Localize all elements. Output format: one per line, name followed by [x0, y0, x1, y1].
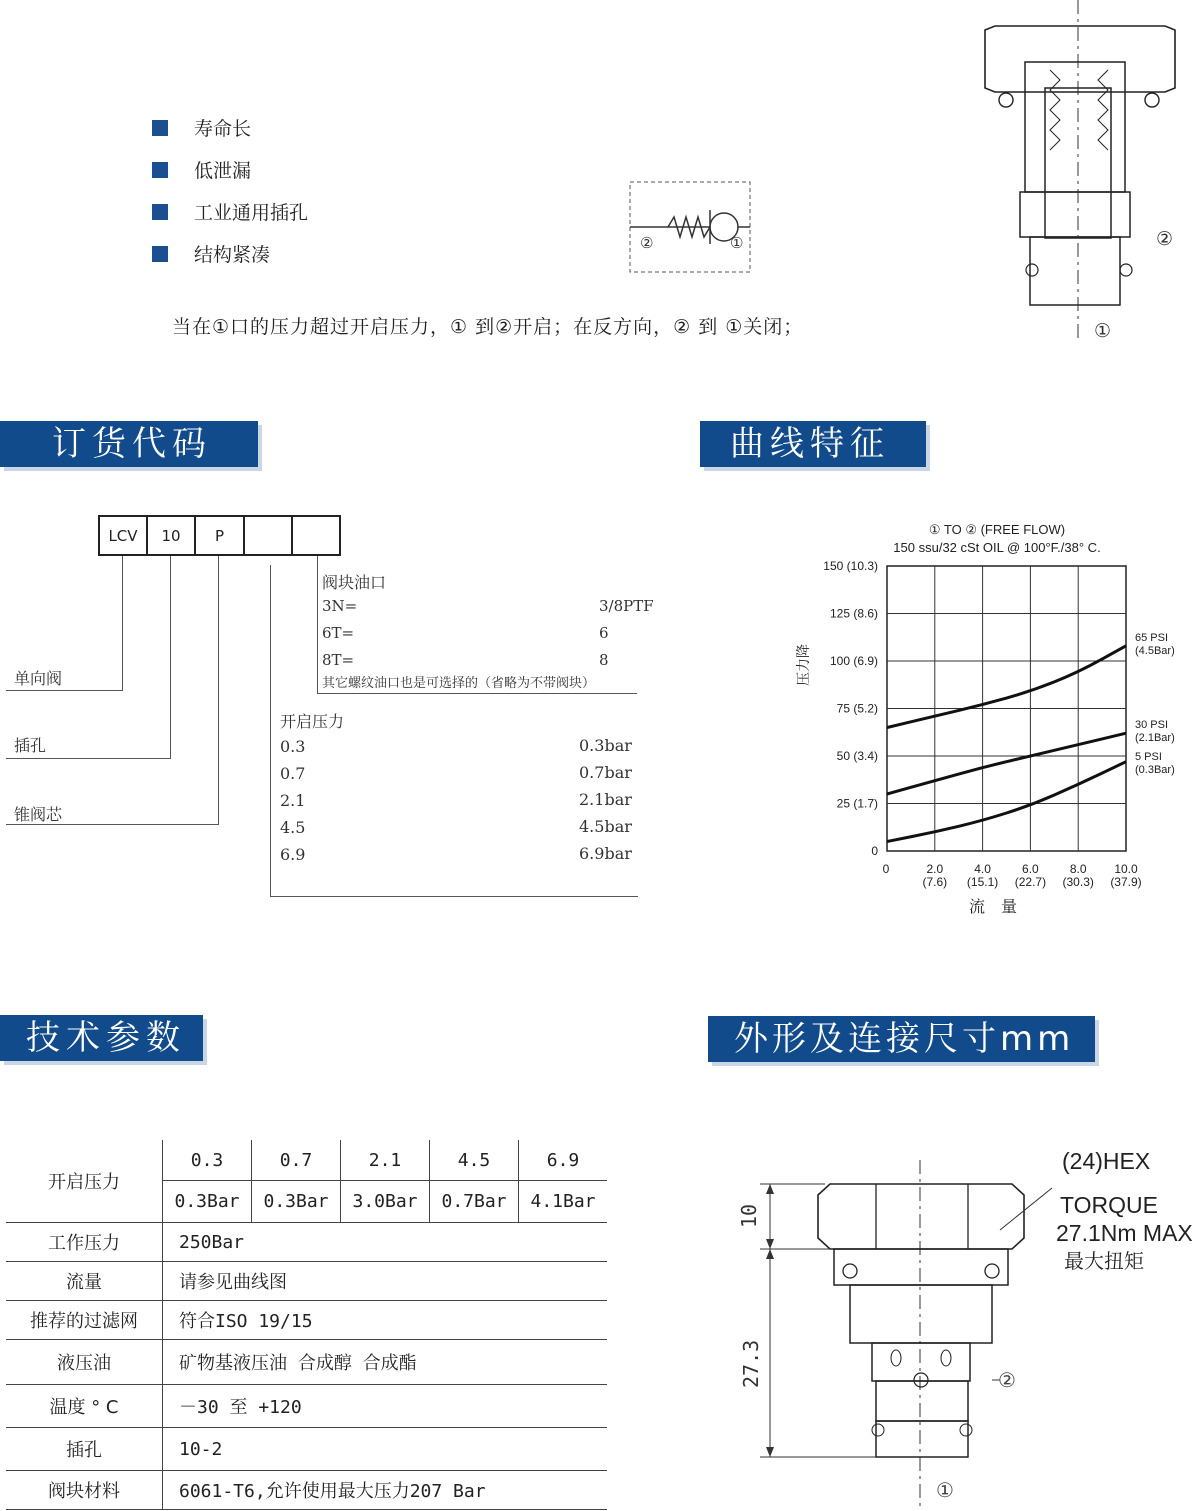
cartridge-section-drawing — [980, 0, 1180, 345]
series-label: 65 PSI — [1135, 632, 1169, 644]
x-tick-label: 0 — [882, 862, 890, 876]
series-label: 5 PSI — [1135, 751, 1162, 763]
chart-subtitle: 150 ssu/32 cSt OIL @ 100°F./38° C. — [893, 540, 1101, 555]
x-tick-sublabel: (37.9) — [1110, 875, 1142, 889]
crack-value: 0.7Bar — [430, 1181, 519, 1223]
spec-value: 符合ISO 19/15 — [163, 1301, 608, 1340]
table-row — [6, 1223, 607, 1262]
hex-label: (24)HEX — [1062, 1148, 1151, 1174]
series-label: 30 PSI — [1135, 719, 1169, 731]
x-tick-label: 2.0 — [926, 862, 944, 876]
leader-line — [218, 556, 219, 825]
spec-crack-label: 开启压力 — [6, 1140, 163, 1223]
bullet-icon — [152, 204, 168, 220]
leader-line — [6, 690, 123, 691]
torque-cn-label: 最大扭矩 — [1064, 1249, 1144, 1273]
crack-setting: 0.7 — [252, 1140, 341, 1181]
pressure-drop-chart — [770, 515, 1190, 925]
port-option-code: 6T= — [322, 624, 355, 642]
crack-setting: 0.3 — [163, 1140, 252, 1181]
code-box-poppet: P — [194, 515, 245, 556]
series-sublabel: (0.3Bar) — [1135, 764, 1175, 776]
series-sublabel: (4.5Bar) — [1135, 645, 1175, 657]
x-tick-label: 10.0 — [1114, 862, 1138, 876]
leader-line — [270, 565, 271, 897]
bullet-icon — [152, 162, 168, 178]
y-axis-label: 压力降 — [796, 644, 812, 686]
table-row — [6, 1385, 607, 1428]
crack-value: 3.0Bar — [341, 1181, 430, 1223]
crack-option-value: 4.5bar — [579, 817, 632, 836]
dim-body-label: 27.3 — [739, 1339, 763, 1388]
y-tick-label: 125 (8.6) — [829, 606, 878, 621]
feature-item: 工业通用插孔 — [152, 198, 308, 225]
type-label: 单向阀 — [14, 669, 63, 688]
x-tick-sublabel: (30.3) — [1062, 875, 1094, 889]
code-box-model: LCV — [98, 515, 148, 556]
crack-option-value: 2.1bar — [579, 790, 632, 809]
spec-label: 流量 — [6, 1262, 163, 1301]
crack-setting: 4.5 — [430, 1140, 519, 1181]
crack-value: 0.3Bar — [252, 1181, 341, 1223]
feature-item: 结构紧凑 — [152, 240, 270, 267]
crack-title: 开启压力 — [280, 712, 345, 731]
leader-line — [317, 693, 637, 694]
y-tick-label: 100 (6.9) — [829, 654, 878, 668]
bullet-icon — [152, 246, 168, 262]
crack-option-value: 0.7bar — [579, 763, 632, 782]
function-description: 当在①口的压力超过开启压力，① 到②开启；在反方向，② 到 ①关闭； — [172, 316, 804, 338]
outline-dimension-drawing — [730, 1140, 1200, 1511]
section-port-2: ② — [1156, 228, 1174, 250]
cavity-label: 插孔 — [14, 736, 47, 755]
crack-option-code: 4.5 — [280, 818, 306, 837]
leader-line — [122, 556, 123, 691]
spec-label: 推荐的过滤网 — [6, 1301, 163, 1340]
spec-value: 请参见曲线图 — [163, 1262, 608, 1301]
series-line-2 — [887, 733, 1126, 794]
feature-item: 寿命长 — [152, 114, 251, 141]
crack-option-value: 0.3bar — [579, 736, 632, 755]
crack-value: 0.3Bar — [163, 1181, 252, 1223]
dim-top-label: 10 — [737, 1203, 761, 1228]
spec-label: 温度 ° C — [6, 1385, 163, 1428]
port-option-value: 8 — [599, 651, 609, 669]
leader-line — [270, 896, 638, 897]
spec-label: 液压油 — [6, 1340, 163, 1385]
table-row — [6, 1262, 607, 1301]
table-row — [6, 1140, 607, 1181]
table-divider — [162, 1140, 163, 1510]
spec-value: 矿物基液压油 合成醇 合成酯 — [163, 1340, 608, 1385]
section-title-curve: 曲线特征 — [700, 421, 926, 467]
series-line-3 — [887, 762, 1126, 842]
crack-option-code: 6.9 — [280, 845, 306, 864]
x-tick-label: 6.0 — [1022, 862, 1039, 876]
code-box-crack — [243, 515, 293, 556]
leader-line — [6, 758, 171, 759]
x-tick-sublabel: (22.7) — [1014, 875, 1047, 889]
crack-option-value: 6.9bar — [579, 844, 632, 863]
series-sublabel: (2.1Bar) — [1135, 732, 1175, 744]
crack-option-code: 0.3 — [280, 737, 306, 756]
spec-value: －30 至 +120 — [163, 1385, 608, 1428]
spec-label: 插孔 — [6, 1428, 163, 1471]
y-tick-label: 150 (10.3) — [823, 559, 878, 573]
ports-title: 阀块油口 — [322, 573, 387, 592]
poppet-label: 锥阀芯 — [14, 805, 63, 824]
table-row — [6, 1301, 607, 1340]
port-option-code: 8T= — [322, 651, 355, 669]
spec-value: 10-2 — [163, 1428, 608, 1471]
ports-note: 其它螺纹油口也是可选择的（省略为不带阀块） — [322, 676, 596, 691]
port-option-value: 3/8PTF — [599, 597, 654, 615]
table-row — [6, 1340, 607, 1385]
crack-value: 4.1Bar — [519, 1181, 608, 1223]
dim-port-1: ① — [936, 1478, 954, 1502]
crack-setting: 6.9 — [519, 1140, 608, 1181]
spec-value: 250Bar — [163, 1223, 608, 1262]
chart-title: ① TO ② (FREE FLOW) — [928, 522, 1066, 537]
crack-option-code: 2.1 — [280, 791, 306, 810]
table-row — [6, 1471, 607, 1510]
spec-label: 工作压力 — [6, 1223, 163, 1262]
x-tick-label: 4.0 — [974, 862, 991, 876]
x-axis-label: 流 量 — [968, 897, 1018, 916]
code-box-size: 10 — [146, 515, 196, 556]
symbol-port-1: ① — [730, 234, 744, 252]
symbol-port-2: ② — [640, 234, 654, 252]
check-valve-symbol — [628, 180, 752, 274]
y-tick-label: 75 (5.2) — [836, 701, 878, 716]
torque-label: TORQUE — [1060, 1192, 1158, 1218]
crack-option-code: 0.7 — [280, 764, 306, 783]
section-title-dims: 外形及连接尺寸mm — [708, 1016, 1095, 1062]
y-tick-label: 0 — [871, 844, 878, 858]
leader-line — [317, 556, 318, 694]
feature-item: 低泄漏 — [152, 156, 251, 183]
code-box-port — [291, 515, 341, 556]
table-row — [6, 1428, 607, 1471]
crack-setting: 2.1 — [341, 1140, 430, 1181]
section-title-tech: 技术参数 — [0, 1015, 203, 1061]
port-option-code: 3N= — [322, 597, 358, 615]
spec-table — [6, 1140, 607, 1510]
y-tick-label: 25 (1.7) — [836, 796, 878, 811]
spec-label: 阀块材料 — [6, 1471, 163, 1510]
dim-port-2: ② — [998, 1368, 1016, 1392]
spec-value: 6061-T6,允许使用最大压力207 Bar — [163, 1471, 608, 1510]
y-tick-label: 50 (3.4) — [836, 749, 878, 763]
port-option-value: 6 — [599, 624, 609, 642]
bullet-icon — [152, 120, 168, 136]
leader-line — [170, 556, 171, 759]
section-port-1: ① — [1094, 320, 1112, 342]
x-tick-sublabel: (7.6) — [922, 875, 948, 889]
x-tick-sublabel: (15.1) — [966, 875, 999, 889]
torque-value: 27.1Nm MAX — [1056, 1220, 1193, 1246]
series-line-1 — [887, 646, 1126, 728]
section-title-ordering: 订货代码 — [0, 421, 258, 467]
x-tick-label: 8.0 — [1069, 862, 1087, 876]
